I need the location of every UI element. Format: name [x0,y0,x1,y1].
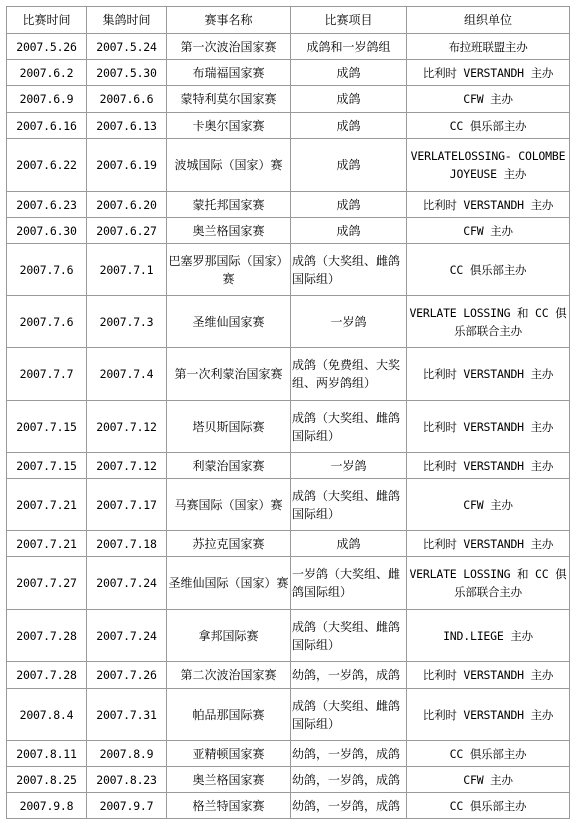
category-cell: 幼鸽，一岁鸽，成鸽 [291,662,407,689]
collect-date-cell: 2007.7.3 [87,296,167,348]
race-date-cell: 2007.6.22 [7,139,87,192]
table-row [7,60,570,86]
race-name-cell: 马赛国际（国家）赛 [167,479,291,531]
category-cell: 成鸽（大奖组、雌鸽国际组） [291,689,407,741]
race-date-cell: 2007.6.9 [7,86,87,113]
organizer-cell: 比利时 VERSTANDH 主办 [407,192,570,218]
race-date-cell: 2007.7.15 [7,453,87,479]
race-name-cell: 卡奥尔国家赛 [167,113,291,139]
table-row [7,479,570,531]
collect-date-cell: 2007.7.31 [87,689,167,741]
category-cell: 成鸽 [291,60,407,86]
organizer-cell: 比利时 VERSTANDH 主办 [407,60,570,86]
race-schedule-table [6,6,570,819]
organizer-cell: 比利时 VERSTANDH 主办 [407,348,570,401]
organizer-cell: CFW 主办 [407,218,570,244]
collect-date-cell: 2007.6.6 [87,86,167,113]
organizer-cell: 比利时 VERSTANDH 主办 [407,453,570,479]
race-name-cell: 蒙托邦国家赛 [167,192,291,218]
category-cell: 成鸽（大奖组、雌鸽国际组） [291,479,407,531]
collect-date-cell: 2007.7.24 [87,610,167,662]
table-row [7,531,570,557]
organizer-cell: 比利时 VERSTANDH 主办 [407,531,570,557]
table-row [7,139,570,192]
collect-date-cell: 2007.6.20 [87,192,167,218]
race-date-cell: 2007.8.25 [7,767,87,793]
race-name-cell: 巴塞罗那国际（国家）赛 [167,244,291,296]
race-name-cell: 奥兰格国家赛 [167,218,291,244]
collect-date-cell: 2007.9.7 [87,793,167,819]
collect-date-cell: 2007.8.9 [87,741,167,767]
organizer-cell: IND.LIEGE 主办 [407,610,570,662]
organizer-cell: 比利时 VERSTANDH 主办 [407,689,570,741]
category-cell: 成鸽（大奖组、雌鸽国际组） [291,610,407,662]
header-row [7,7,570,34]
collect-date-cell: 2007.7.4 [87,348,167,401]
race-date-cell: 2007.7.21 [7,479,87,531]
table-row [7,689,570,741]
organizer-cell: 布拉班联盟主办 [407,34,570,60]
race-name-cell: 布瑞福国家赛 [167,60,291,86]
race-date-cell: 2007.6.30 [7,218,87,244]
table-row [7,610,570,662]
race-date-cell: 2007.7.7 [7,348,87,401]
race-date-cell: 2007.6.23 [7,192,87,218]
race-name-cell: 圣维仙国家赛 [167,296,291,348]
table-row [7,793,570,819]
race-date-cell: 2007.7.27 [7,557,87,610]
organizer-cell: 比利时 VERSTANDH 主办 [407,662,570,689]
race-date-cell: 2007.7.6 [7,296,87,348]
category-cell: 成鸽和一岁鸽组 [291,34,407,60]
table-row [7,348,570,401]
organizer-cell: CC 俱乐部主办 [407,113,570,139]
category-cell: 成鸽 [291,113,407,139]
header-category: 比赛项目 [291,7,407,34]
table-row [7,296,570,348]
collect-date-cell: 2007.6.13 [87,113,167,139]
race-name-cell: 拿邦国际赛 [167,610,291,662]
table-row [7,113,570,139]
table-row [7,34,570,60]
race-date-cell: 2007.7.15 [7,401,87,453]
table-row [7,557,570,610]
category-cell: 一岁鸽（大奖组、雌鸽国际组） [291,557,407,610]
race-date-cell: 2007.7.28 [7,610,87,662]
race-date-cell: 2007.8.11 [7,741,87,767]
race-name-cell: 第一次利蒙治国家赛 [167,348,291,401]
race-date-cell: 2007.7.21 [7,531,87,557]
race-name-cell: 第一次波治国家赛 [167,34,291,60]
collect-date-cell: 2007.8.23 [87,767,167,793]
race-name-cell: 奥兰格国家赛 [167,767,291,793]
race-name-cell: 格兰特国家赛 [167,793,291,819]
organizer-cell: VERLATELOSSING- COLOMBE JOYEUSE 主办 [407,139,570,192]
race-name-cell: 圣维仙国际（国家）赛 [167,557,291,610]
organizer-cell: CC 俱乐部主办 [407,793,570,819]
category-cell: 幼鸽，一岁鸽，成鸽 [291,793,407,819]
race-date-cell: 2007.5.26 [7,34,87,60]
organizer-cell: CC 俱乐部主办 [407,244,570,296]
header-collect-date: 集鸽时间 [87,7,167,34]
race-name-cell: 帕品那国际赛 [167,689,291,741]
table-row [7,767,570,793]
category-cell: 成鸽（大奖组、雌鸽国际组） [291,244,407,296]
collect-date-cell: 2007.6.27 [87,218,167,244]
collect-date-cell: 2007.7.12 [87,401,167,453]
race-name-cell: 苏拉克国家赛 [167,531,291,557]
race-name-cell: 蒙特利莫尔国家赛 [167,86,291,113]
collect-date-cell: 2007.7.24 [87,557,167,610]
table-row [7,244,570,296]
collect-date-cell: 2007.5.30 [87,60,167,86]
organizer-cell: CFW 主办 [407,479,570,531]
category-cell: 幼鸽，一岁鸽，成鸽 [291,767,407,793]
header-race-name: 赛事名称 [167,7,291,34]
organizer-cell: CFW 主办 [407,767,570,793]
race-date-cell: 2007.7.6 [7,244,87,296]
category-cell: 幼鸽，一岁鸽，成鸽 [291,741,407,767]
race-name-cell: 亚精顿国家赛 [167,741,291,767]
category-cell: 成鸽 [291,218,407,244]
table-row [7,453,570,479]
race-date-cell: 2007.6.16 [7,113,87,139]
race-name-cell: 波城国际（国家）赛 [167,139,291,192]
header-race-date: 比赛时间 [7,7,87,34]
category-cell: 成鸽 [291,531,407,557]
table-row [7,86,570,113]
collect-date-cell: 2007.7.26 [87,662,167,689]
category-cell: 成鸽 [291,86,407,113]
race-date-cell: 2007.9.8 [7,793,87,819]
table-row [7,741,570,767]
organizer-cell: CC 俱乐部主办 [407,741,570,767]
category-cell: 一岁鸽 [291,296,407,348]
table-row [7,218,570,244]
race-name-cell: 第二次波治国家赛 [167,662,291,689]
organizer-cell: VERLATE LOSSING 和 CC 俱乐部联合主办 [407,557,570,610]
collect-date-cell: 2007.7.17 [87,479,167,531]
organizer-cell: 比利时 VERSTANDH 主办 [407,401,570,453]
schedule-body [7,34,570,819]
category-cell: 成鸽 [291,139,407,192]
collect-date-cell: 2007.7.18 [87,531,167,557]
race-date-cell: 2007.7.28 [7,662,87,689]
table-row [7,662,570,689]
organizer-cell: VERLATE LOSSING 和 CC 俱乐部联合主办 [407,296,570,348]
race-name-cell: 利蒙治国家赛 [167,453,291,479]
table-row [7,192,570,218]
category-cell: 成鸽（大奖组、雌鸽国际组） [291,401,407,453]
race-date-cell: 2007.6.2 [7,60,87,86]
organizer-cell: CFW 主办 [407,86,570,113]
collect-date-cell: 2007.7.1 [87,244,167,296]
header-organizer: 组织单位 [407,7,570,34]
collect-date-cell: 2007.6.19 [87,139,167,192]
category-cell: 一岁鸽 [291,453,407,479]
collect-date-cell: 2007.5.24 [87,34,167,60]
table-row [7,401,570,453]
race-date-cell: 2007.8.4 [7,689,87,741]
collect-date-cell: 2007.7.12 [87,453,167,479]
race-name-cell: 塔贝斯国际赛 [167,401,291,453]
category-cell: 成鸽（免费组、大奖组、两岁鸽组） [291,348,407,401]
category-cell: 成鸽 [291,192,407,218]
